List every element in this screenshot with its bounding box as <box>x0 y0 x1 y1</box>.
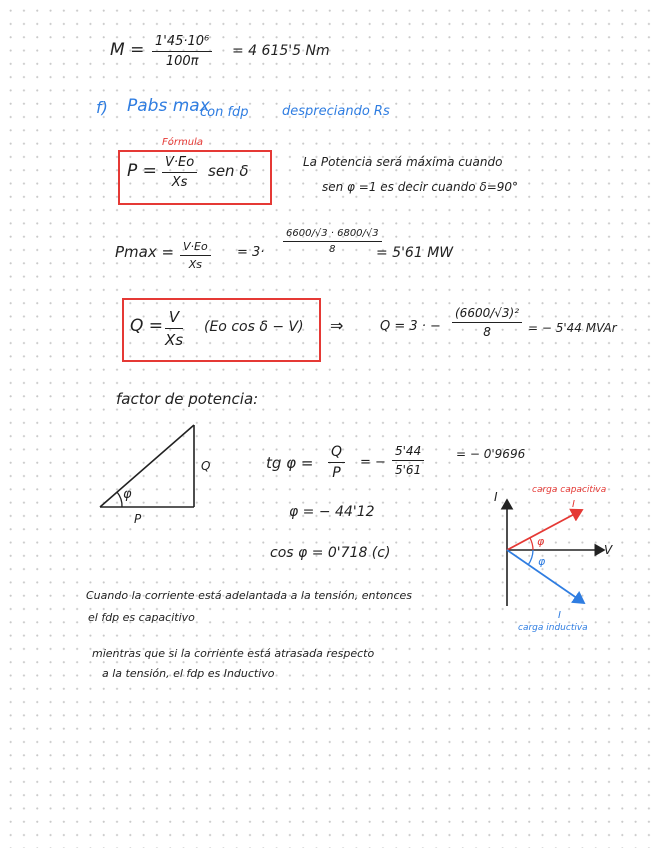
inductive-current-phasor <box>507 550 584 603</box>
section-f-title: Pabs max <box>127 96 210 116</box>
formula-p-tail: sen δ <box>208 162 249 180</box>
triangle-label-q: Q <box>201 459 211 473</box>
capacitive-angle-arc <box>530 538 533 550</box>
cos-phi-value: cos φ = 0'718 (c) <box>270 545 391 561</box>
section-fdp-title: factor de potencia: <box>116 390 259 408</box>
formula-q-denominator: Xs <box>165 331 184 349</box>
phasor-axis-i-label: I <box>494 490 498 504</box>
capacitive-load-label: carga capacitiva <box>532 485 607 495</box>
tg-numerator-2: 5'44 <box>392 444 424 461</box>
phasor-axis-v-label: V <box>604 543 613 557</box>
pmax-denominator-1: Xs <box>188 258 202 271</box>
note-capacitive-line1: Cuando la corriente está adelantada a la tensión, entonces <box>86 589 413 602</box>
capacitive-phi-label: φ <box>537 535 545 548</box>
capacitive-current-label: I <box>572 499 575 510</box>
triangle-label-p: P <box>134 512 142 526</box>
formula-q-numerator: V <box>165 308 183 329</box>
q-result: = − 5'44 MVAr <box>528 321 617 335</box>
note-max-line2: sen φ =1 es decir cuando δ=90° <box>322 180 519 194</box>
pmax-result: = 5'61 MW <box>376 245 454 261</box>
section-f-label: f) <box>96 98 108 117</box>
formula-p-lhs: P = <box>127 161 157 181</box>
note-inductive-line1: mientras que si la corriente está atrasada respecto <box>92 647 375 660</box>
torque-denominator: 100π <box>165 54 199 69</box>
pmax-denominator-2: 8 <box>329 244 336 255</box>
torque-lhs: M = <box>110 40 145 60</box>
tg-denominator-1: P <box>332 465 341 481</box>
formula-q-arrow: ⇒ <box>330 316 344 335</box>
section-f-extra: despreciando Rs <box>282 104 390 119</box>
q-lhs: Q = 3 · − <box>380 319 441 334</box>
inductive-angle-arc <box>528 550 533 565</box>
inductive-load-label: carga inductiva <box>518 623 588 633</box>
formula-p-denominator: Xs <box>171 175 188 190</box>
q-numerator: (6600/√3)² <box>452 306 522 323</box>
formula-q-lhs: Q = <box>130 316 164 336</box>
torque-result: = 4 615'5 Nm <box>232 43 330 59</box>
tg-lhs: tg φ = <box>266 454 314 472</box>
pmax-lhs: Pmax = <box>115 243 175 261</box>
formula-tag: Fórmula <box>162 137 203 148</box>
tg-denominator-2: 5'61 <box>395 463 422 477</box>
capacitive-current-phasor <box>507 510 582 550</box>
q-denominator: 8 <box>483 325 491 339</box>
tg-result: = − 0'9696 <box>456 447 526 461</box>
phi-value: φ = − 44'12 <box>289 504 375 520</box>
pmax-numerator-1: V·Eo <box>180 240 211 256</box>
inductive-current-label: I <box>558 610 561 621</box>
inductive-phi-label: φ <box>538 555 546 568</box>
note-max-line1: La Potencia será máxima cuando <box>303 155 503 169</box>
section-f-condition: con fdp <box>200 105 249 120</box>
note-inductive-line2: a la tensión, el fdp es Inductivo <box>102 667 275 680</box>
torque-numerator: 1'45·10⁶ <box>152 34 212 52</box>
formula-p-numerator: V·Eo <box>162 155 197 173</box>
pmax-numerator-2: 6600/√3 · 6800/√3 <box>283 228 382 242</box>
formula-q-tail: (Eo cos δ − V) <box>204 319 304 335</box>
tg-mid: = − <box>360 455 386 470</box>
note-capacitive-line2: el fdp es capacitivo <box>88 611 195 624</box>
pmax-mid: = 3· <box>237 245 265 260</box>
triangle-label-angle: φ <box>123 487 132 502</box>
tg-numerator-1: Q <box>328 444 345 463</box>
